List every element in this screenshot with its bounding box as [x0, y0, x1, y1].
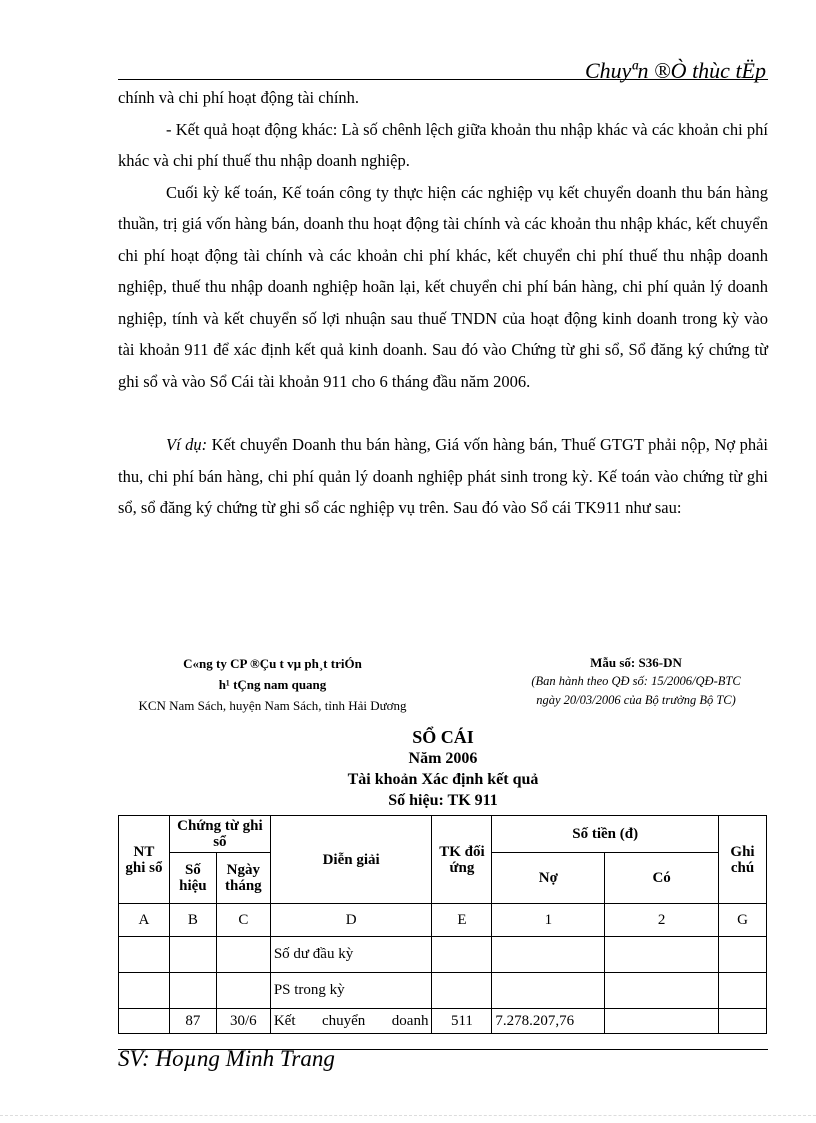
col-header-no: Nợ: [492, 853, 605, 904]
company-address: KCN Nam Sách, huyện Nam Sách, tỉnh Hải Dương: [138, 698, 407, 713]
body-text: [118, 82, 768, 524]
cell-co: [605, 937, 719, 973]
table-row: [119, 973, 767, 1009]
column-letter-row: [119, 904, 767, 937]
company-name-line2: h¹ tÇng nam quang: [218, 677, 327, 692]
cell-ngay: [216, 937, 270, 973]
header-title: Chuyªn ®Ò thùc tËp: [584, 58, 766, 83]
page-edge: [0, 1115, 816, 1116]
cell-so-hieu: [169, 973, 216, 1009]
col-header-so-tien: Số tiền (đ): [492, 816, 719, 853]
cell-ghi-chu: [719, 973, 767, 1009]
table-row: [119, 1009, 767, 1034]
col-header-so-hieu: Số hiệu: [169, 853, 216, 904]
form-code: Mẫu số: S36-DN: [590, 655, 682, 670]
cell-ngay: [216, 973, 270, 1009]
paragraph-3: Cuối kỳ kế toán, Kế toán công ty thực hiện các nghiệp vụ kết chuyển doanh thu bán hàng thuần, trị giá vốn hàng bán, doanh thu hoạt động tài chính và các khoản thu nhập khác, kết chuyển chi phí hoạt động tài chính và các khoản chi phí khác, kết chuyển chi phí thuế thu nhập doanh nghiệp, thuế thu nhập doanh nghiệp hoãn lại, kết chuyển chi phí bán hàng, chi phí quản lý doanh nghiệp, tính và kết chuyển số lợi nhuận sau thuế TNDN của hoạt động kinh doanh trong kỳ vào tài khoản 911 để xác định kết quả kinh doanh. Sau đó vào Chứng từ ghi sổ, Sổ đăng ký chứng từ ghi sổ và vào Sổ Cái tài khoản 911 cho 6 tháng đầu năm 2006.: [118, 182, 768, 391]
cell-dien-giai: PS trong kỳ: [270, 973, 432, 1009]
cell-no: [492, 937, 605, 973]
column-letter: D: [270, 904, 432, 937]
spacer: [118, 397, 768, 429]
col-header-co: Có: [605, 853, 719, 904]
col-header-tk: TK đối ứng: [432, 816, 492, 904]
cell-no: 7.278.207,76: [492, 1009, 605, 1034]
cell-so-hieu: 87: [169, 1009, 216, 1034]
cell-ghi-chu: [719, 1009, 767, 1034]
paragraph-2: - Kết quả hoạt động khác: Là số chênh lệch giữa khoản thu nhập khác và các khoản chi phí khác và chi phí thuế thu nhập doanh nghiệp.: [118, 119, 768, 170]
column-letter: A: [119, 904, 170, 937]
form-block: [498, 653, 774, 710]
column-letter: E: [432, 904, 492, 937]
company-name-line1: C«ng ty CP ®Çu t vµ ph¸t triÓn: [183, 656, 362, 671]
header-divider: [118, 79, 768, 80]
table-row: [119, 937, 767, 973]
paragraph-example: [118, 429, 768, 524]
cell-co: [605, 973, 719, 1009]
column-letter: C: [216, 904, 270, 937]
cell-no: [492, 973, 605, 1009]
ledger-account-name: Tài khoản Xác định kết quả: [347, 771, 539, 788]
cell-tk: 511: [432, 1009, 492, 1034]
cell-dien-giai: Số dư đầu kỳ: [270, 937, 432, 973]
cell-so-hieu: [169, 937, 216, 973]
example-label: Ví dụ:: [166, 435, 208, 454]
col-header-nt: NT ghi sổ: [119, 816, 170, 904]
cell-tk: [432, 937, 492, 973]
cell-dien-giai: Kết chuyển doanh: [270, 1009, 432, 1034]
cell-tk: [432, 973, 492, 1009]
ledger-table: [118, 815, 767, 1034]
ledger-account-no: Số hiệu: TK 911: [388, 792, 498, 809]
column-letter: B: [169, 904, 216, 937]
cell-nt: [119, 1009, 170, 1034]
cell-ghi-chu: [719, 937, 767, 973]
col-header-ghi-chu: Ghi chú: [719, 816, 767, 904]
col-header-voucher: Chứng từ ghi sổ: [169, 816, 270, 853]
cell-co: [605, 1009, 719, 1034]
cell-nt: [119, 973, 170, 1009]
column-letter: 2: [605, 904, 719, 937]
col-header-ngay-thang: Ngày tháng: [216, 853, 270, 904]
company-block: [100, 653, 445, 716]
ledger-year: Năm 2006: [408, 750, 478, 767]
column-letter: G: [719, 904, 767, 937]
form-note-2: ngày 20/03/2006 của Bộ trưởng Bộ TC): [536, 693, 736, 707]
header-row-1: [119, 816, 767, 853]
cell-nt: [119, 937, 170, 973]
paragraph-1: chính và chi phí hoạt động tài chính.: [118, 88, 360, 107]
footer-student: SV: Hoµng Minh Trang: [118, 1046, 335, 1071]
example-text: Kết chuyển Doanh thu bán hàng, Giá vốn hàng bán, Thuế GTGT phải nộp, Nợ phải thu, chi phí bán hàng, chi phí quản lý doanh nghiệp phát sinh trong kỳ. Kế toán vào chứng từ ghi sổ, sổ đăng ký chứng từ ghi sổ các nghiệp vụ trên. Sau đó vào Sổ cái TK911 như sau:: [118, 435, 768, 517]
ledger-title: SỔ CÁI: [412, 727, 474, 747]
form-note-1: (Ban hành theo QĐ số: 15/2006/QĐ-BTC: [531, 674, 741, 688]
col-header-dien-giai: Diễn giải: [270, 816, 432, 904]
cell-ngay: 30/6: [216, 1009, 270, 1034]
ledger-title-block: [118, 726, 768, 811]
column-letter: 1: [492, 904, 605, 937]
